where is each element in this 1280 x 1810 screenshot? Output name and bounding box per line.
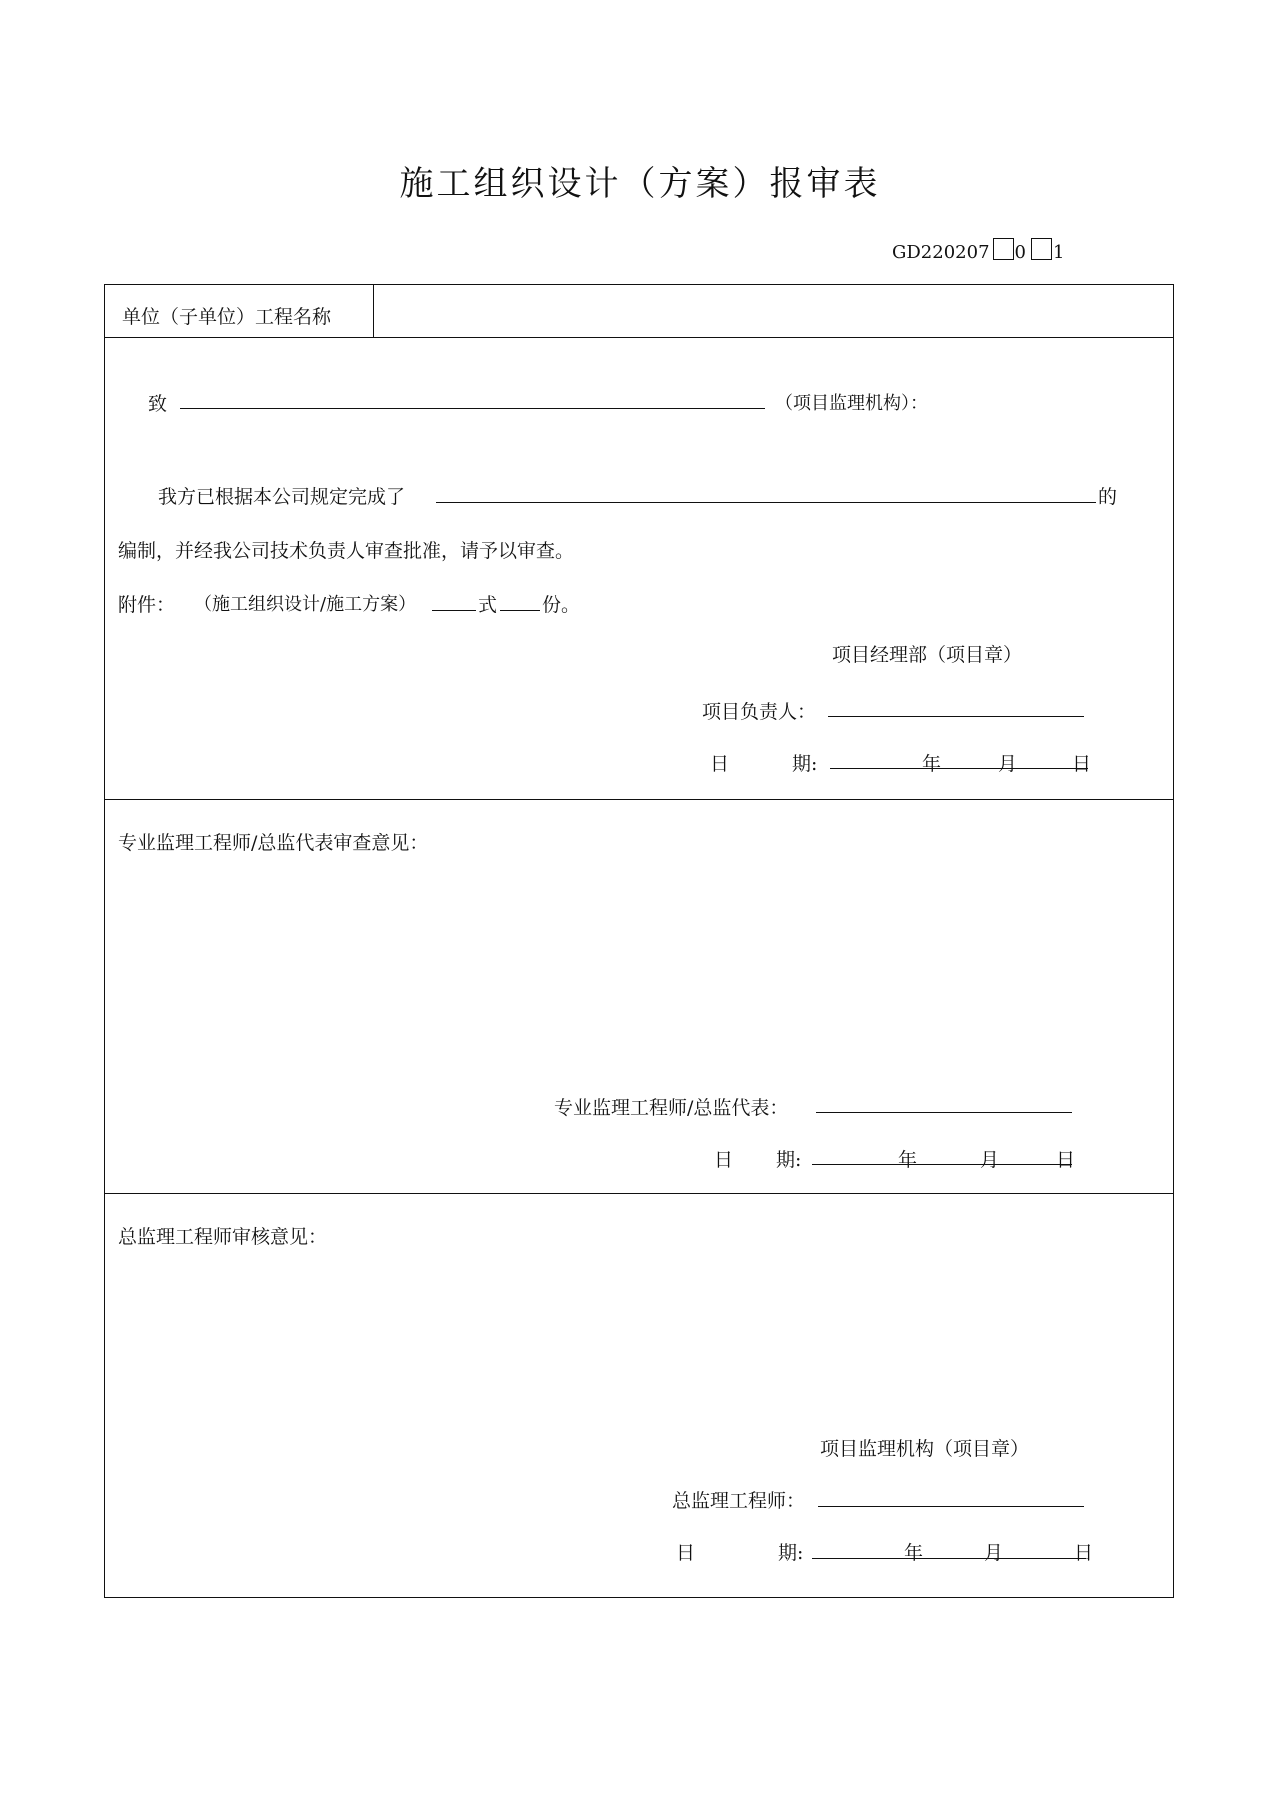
engineer-date-field[interactable] <box>812 1164 1072 1165</box>
project-name-field[interactable] <box>386 302 1166 328</box>
body-line2: 编制，并经我公司技术负责人审查批准，请予以审查。 <box>118 540 575 562</box>
date-label-char-1: 日 <box>676 1542 696 1564</box>
attachment-unit-2: 份。 <box>542 594 581 616</box>
date-day: 日 <box>1072 753 1092 775</box>
row-divider-1 <box>105 337 1173 338</box>
body-line1-start: 我方已根据本公司规定完成了 <box>158 486 406 508</box>
date-label-char-2: 期: <box>778 1542 804 1564</box>
chief-review-opinion-field[interactable] <box>118 1256 1158 1426</box>
date-month: 月 <box>998 753 1018 775</box>
date-label-char-1: 日 <box>714 1149 734 1171</box>
engineer-review-opinion-field[interactable] <box>118 862 1158 1082</box>
date-day: 日 <box>1056 1149 1076 1171</box>
date-label-char-2: 期: <box>776 1149 802 1171</box>
date-year: 年 <box>904 1542 924 1564</box>
attachment-count-field-1[interactable] <box>432 610 476 611</box>
attachment-count-field-2[interactable] <box>500 610 540 611</box>
date-label-char-2: 期: <box>792 753 818 775</box>
contractor-seal-label: 项目经理部（项目章） <box>832 644 1023 666</box>
attachment-prefix: 附件： <box>118 594 176 616</box>
date-year: 年 <box>898 1149 918 1171</box>
row-divider-3 <box>105 1193 1173 1194</box>
row-divider-2 <box>105 799 1173 800</box>
form-code-digit-1: 0 <box>1014 242 1026 263</box>
project-name-label: 单位（子单位）工程名称 <box>122 306 332 328</box>
form-code-checkbox-1[interactable] <box>993 238 1014 260</box>
engineer-signer-label: 专业监理工程师/总监代表： <box>554 1097 789 1119</box>
document-name-field[interactable] <box>436 502 1096 503</box>
form-code-checkbox-2[interactable] <box>1031 238 1052 260</box>
date-year: 年 <box>922 753 942 775</box>
form-code <box>892 238 1066 263</box>
contractor-signer-label: 项目负责人： <box>702 701 817 723</box>
body-line1-end: 的 <box>1098 486 1118 508</box>
contractor-signer-field[interactable] <box>828 716 1084 717</box>
supervision-seal-label: 项目监理机构（项目章） <box>820 1438 1030 1460</box>
page-title: 施工组织设计（方案）报审表 <box>399 164 881 204</box>
header-divider <box>373 285 374 337</box>
date-day: 日 <box>1074 1542 1094 1564</box>
to-suffix: （项目监理机构）： <box>775 393 928 414</box>
attachment-type: （施工组织设计/施工方案） <box>194 594 417 615</box>
engineer-signer-field[interactable] <box>816 1112 1072 1113</box>
engineer-review-heading: 专业监理工程师/总监代表审查意见： <box>118 832 429 854</box>
recipient-field[interactable] <box>180 408 765 409</box>
form-code-digit-2: 1 <box>1052 242 1065 263</box>
attachment-unit-1: 式 <box>478 594 498 616</box>
to-prefix: 致 <box>148 393 168 415</box>
date-label-char-1: 日 <box>710 753 730 775</box>
chief-review-heading: 总监理工程师审核意见： <box>118 1226 328 1248</box>
chief-date-field[interactable] <box>812 1558 1086 1559</box>
date-month: 月 <box>980 1149 1000 1171</box>
date-month: 月 <box>984 1542 1004 1564</box>
chief-signer-label: 总监理工程师： <box>672 1490 806 1512</box>
chief-signer-field[interactable] <box>818 1506 1084 1507</box>
form-code-prefix: GD220207 <box>892 242 990 263</box>
contractor-date-field[interactable] <box>830 768 1088 769</box>
